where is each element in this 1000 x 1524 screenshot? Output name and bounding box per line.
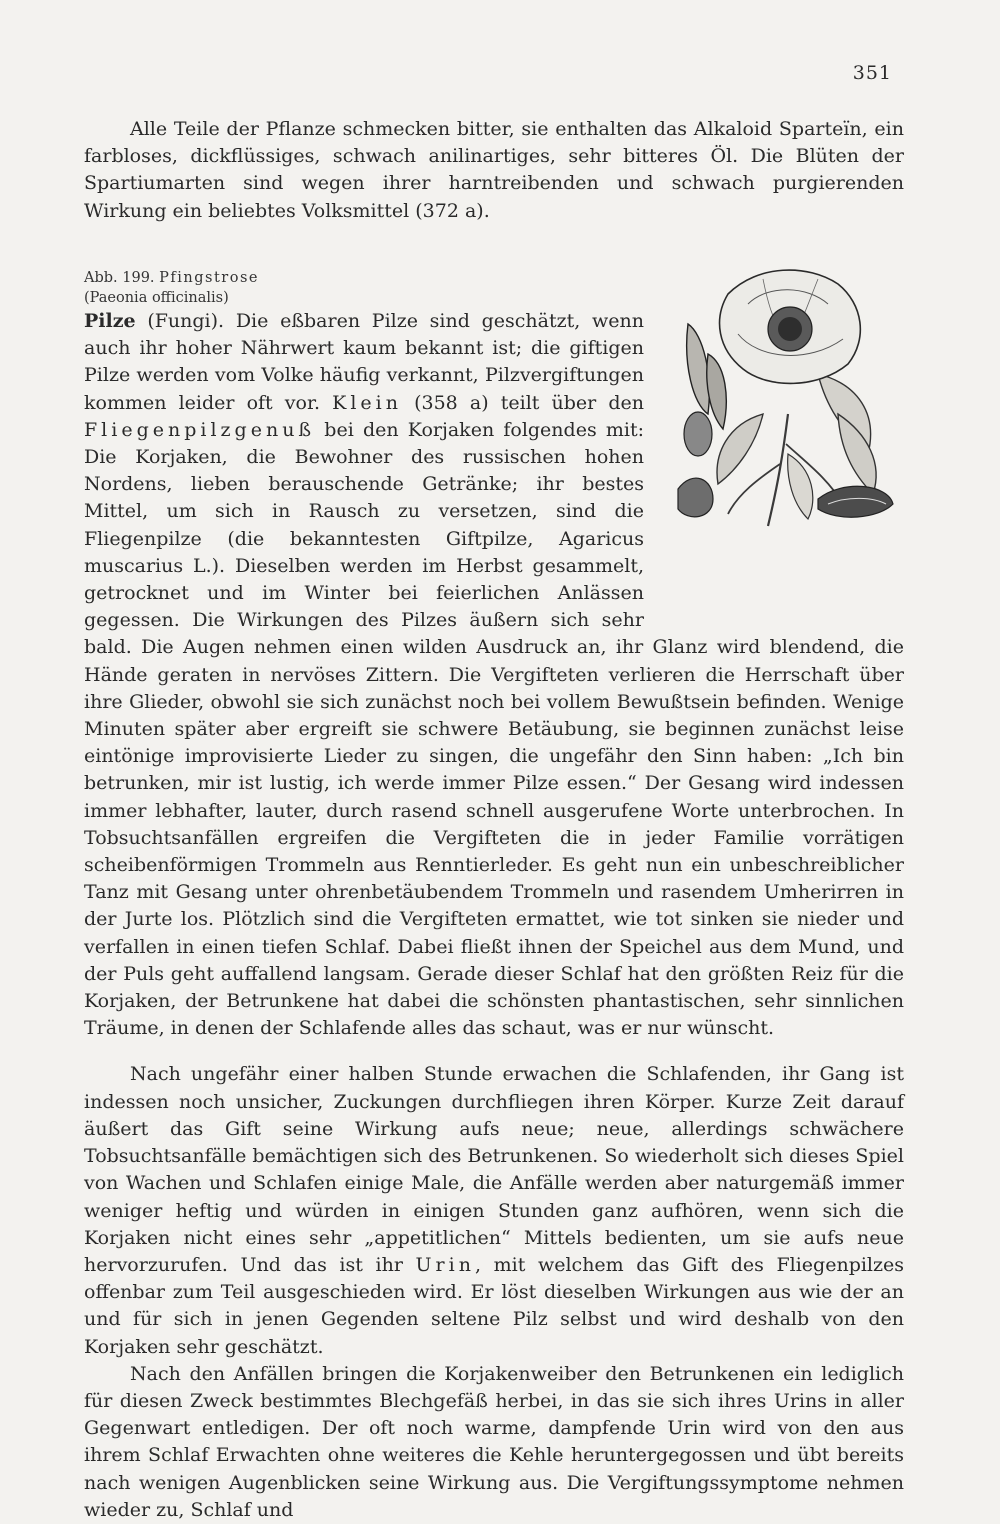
- figure-title: Pfingstrose: [159, 270, 259, 286]
- paragraph-text-c: bei den Korjaken folgendes mit: Die Korjaken, die Bewohner des russischen hohen Nordens, lieben berauschende Getränke; ihr bestes Mittel, um sich in Rausch zu versetzen, sind die Fliegenpilze (die bekanntesten Giftpilze, Agaricus muscarius L.). Dieselben werden im Herbst gesammelt, getrocknet und im Winter bei feierlichen Anlässen gegessen. Die Wirkungen des Pilzes äußern sich sehr bald. Die Augen nehmen einen wilden Ausdruck an, ihr Glanz wird blendend, die Hände geraten in nervöses Zittern. Die Vergifteten verlieren die Herrschaft über ihre Glieder, obwohl sie sich zunächst noch bei vollem Bewußtsein befinden. Wenige Minuten später aber ergreift sie schwere Betäubung, sie beginnen zunächst leise eintönige improvisierte Lieder zu singen, die ungefähr den Sinn haben: „Ich bin betrunken, mir ist lustig, ich werde immer Pilze essen.“ Der Gesang wird indessen immer lebhafter, lauter, durch rasend schnell ausgerufene Worte unterbrochen. In Tobsuchtsanfällen ergreifen die Vergifteten die in jeder Familie vorrätigen scheibenförmigen Trommeln aus Renntierleder. Es geht nun ein unbeschreiblicher Tanz mit Gesang unter ohrenbetäubendem Trommeln und rasendem Umherirren in der Jurte los. Plötzlich sind die Vergifteten ermattet, wie tot sinken sie nieder und verfallen in einen tiefen Schlaf. Dabei fließt ihnen der Speichel aus dem Mund, und der Puls geht auffallend langsam. Gerade dieser Schlaf hat den größten Reiz für die Korjaken, der Betrunkene hat dabei die schönsten phantastischen, sehr sinnlichen Träume, in denen der Schlafende alles das schaut, was er nur wünscht.: [84, 418, 904, 1040]
- peony-illustration: [668, 264, 900, 534]
- paragraph-text-b: , mit welchem das Gift des Fliegenpilzes offenbar zum Teil ausgeschieden wird. Er löst dieselben Wirkungen aus wie der an und für sich in jenen Gegenden seltene Pilz selbst und wird deshalb von den Korjaken sehr geschätzt.: [84, 1253, 905, 1358]
- page-number: 351: [852, 62, 892, 84]
- paragraph-alkaloid: [84, 116, 904, 225]
- paragraph-text-a: Die eßbaren Pilze sind geschätzt, wenn auch ihr hoher Nährwert kaum bekannt ist; die giftigen Pilze werden vom Volke häufig verkannt, Pilzvergiftungen kommen leider oft vor.: [84, 310, 644, 414]
- section-keyword: Pilze: [84, 310, 136, 332]
- article-body: [84, 262, 904, 1524]
- figure-latin-name: (Paeonia officinalis): [84, 290, 229, 306]
- paragraph-text: Alle Teile der Pflanze schmecken bitter, sie enthalten das Alkaloid Sparteïn, ein farbloses, dickflüssiges, schwach anilinartiges, sehr bitteres Öl. Die Blüten der Spartiumarten sind wegen ihrer harntreibenden und schwach purgierenden Wirkung ein beliebtes Volksmittel (372 a).: [84, 118, 904, 222]
- figure-label: Abb. 199.: [84, 270, 155, 286]
- paragraph-awakening: [84, 1061, 904, 1360]
- figure-peony: [664, 264, 904, 616]
- author-name: Klein: [332, 391, 402, 414]
- section-keyword-latin: (Fungi).: [147, 310, 225, 332]
- paragraph-text-a: Nach ungefähr einer halben Stunde erwachen die Schlafenden, ihr Gang ist indessen noch unsicher, Zuckungen durchfliegen ihren Körper. Kurze Zeit darauf äußert das Gift seine Wirkung aufs neue; neue, allerdings schwächere Tobsuchtsanfälle bemächtigen sich des Betrunkenen. So wiederholt sich dieses Spiel von Wachen und Schlafen einige Male, die Anfälle werden aber naturgemäß immer weniger heftig und würden in einigen Stunden ganz aufhören, wenn sich die Korjaken nicht eines sehr „appetitlichen“ Mittels bedienten, um sie aufs neue hervorzurufen. Und das ist ihr: [84, 1063, 904, 1276]
- spaced-term: Fliegenpilzgenuß: [84, 418, 316, 441]
- paragraph-text-b: (358 a) teilt über den: [414, 391, 644, 414]
- paragraph-attacks: Nach den Anfällen bringen die Korjakenweiber den Betrunkenen ein lediglich für diesen Zweck bestimmtes Blechgefäß herbei, in das sie sich ihres Urins in aller Gegenwart entledigen. Der oft noch warme, dampfende Urin wird von den aus ihrem Schlaf Erwachten ohne weiteres die Kehle heruntergegossen und übt bereits nach wenigen Augenblicken seine Wirkung aus. Die Vergiftungssymptome nehmen wieder zu, Schlaf und: [84, 1362, 904, 1521]
- spaced-term: Urin: [415, 1253, 475, 1276]
